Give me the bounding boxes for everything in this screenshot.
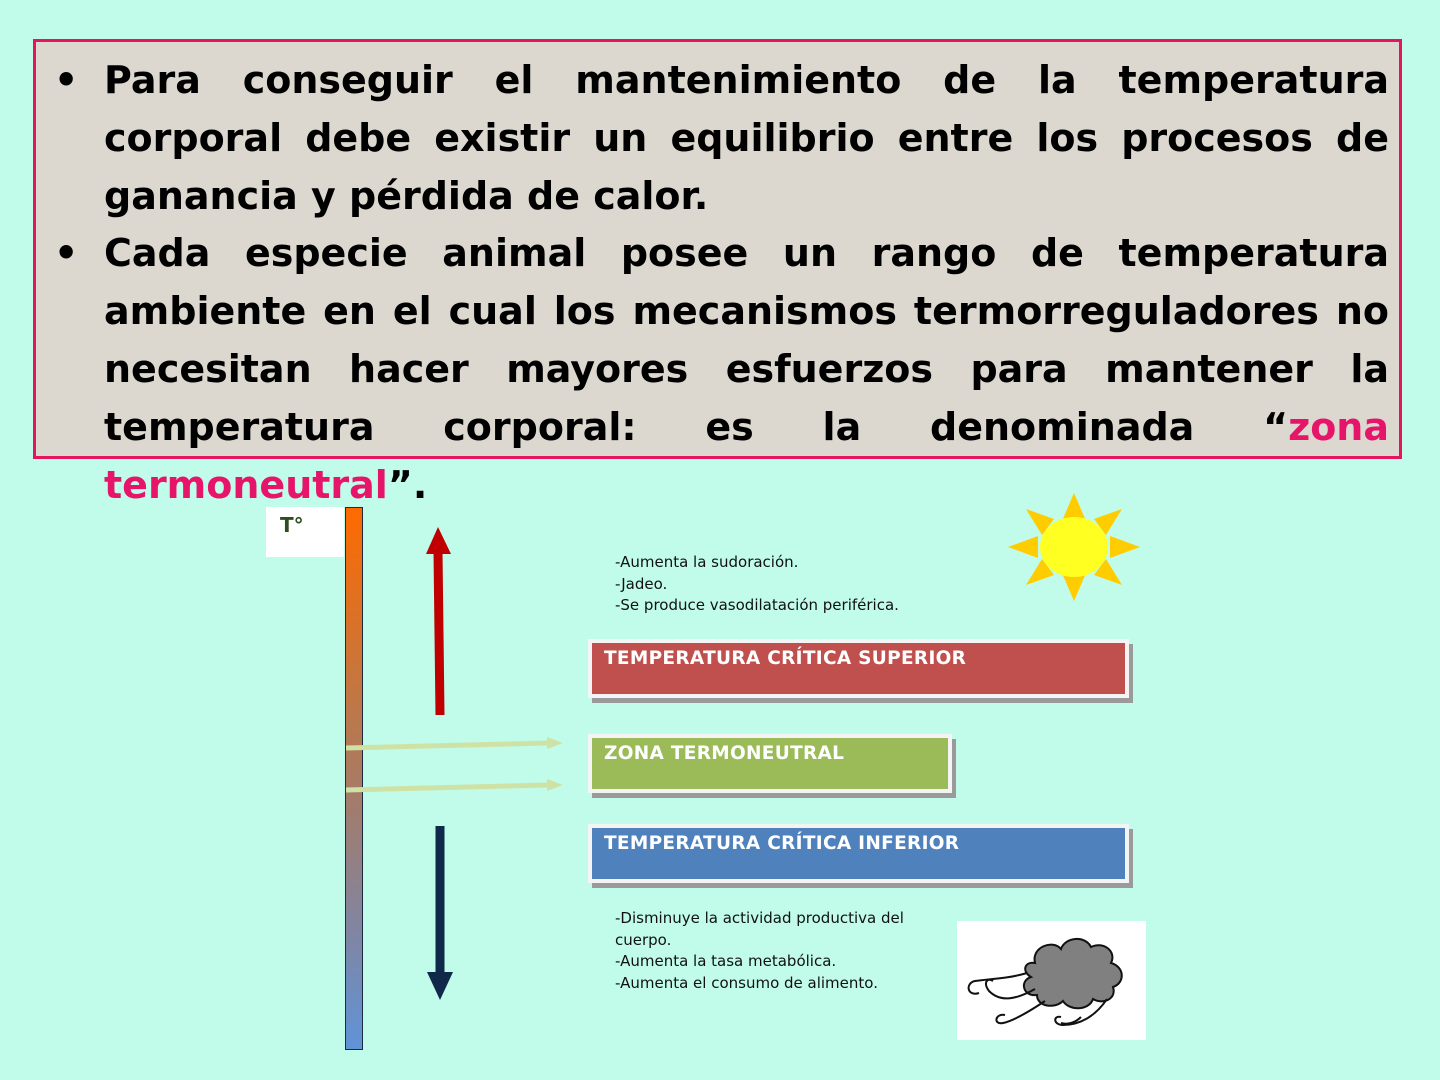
heat-note: -Aumenta la sudoración.: [615, 553, 799, 571]
lower-critical-temperature-box: TEMPERATURA CRÍTICA INFERIOR: [588, 824, 1129, 883]
heat-note: -Jadeo.: [615, 574, 668, 593]
cold-note: -Disminuye la actividad productiva del cuerpo.: [615, 909, 904, 949]
bullet-dot: •: [54, 231, 79, 275]
heat-response-notes: [615, 552, 935, 617]
cloud-wind-icon: [957, 921, 1146, 1040]
bullet-dot: •: [54, 58, 79, 102]
upper-critical-temperature-box: TEMPERATURA CRÍTICA SUPERIOR: [588, 639, 1129, 698]
bullet-text-end: ”.: [387, 463, 428, 507]
cold-note: -Aumenta el consumo de alimento.: [615, 974, 878, 993]
heat-note: -Se produce vasodilatación periférica.: [615, 596, 899, 615]
down-arrow-icon: [427, 826, 453, 1000]
highlight-zona-termoneutral: zona termoneutral: [104, 405, 1389, 507]
sun-icon: [1008, 493, 1140, 601]
cold-response-notes: [615, 908, 915, 995]
thermoneutral-zone-box: ZONA TERMONEUTRAL: [588, 734, 952, 793]
neutral-zone-upper-connector: [346, 737, 563, 749]
bullet-text-start: Cada especie animal posee un rango de temperatura ambiente en el cual los mecanismos termorreguladores no necesitan hacer mayores esfuerzos para mantener la temperatura corporal: es la denominada “: [104, 231, 1389, 449]
bullet-text: Para conseguir el mantenimiento de la temperatura corporal debe existir un equilibrio entre los procesos de ganancia y pérdida de calor.: [104, 58, 1389, 218]
cold-note: -Aumenta la tasa metabólica.: [615, 952, 837, 971]
temperature-label: T°: [266, 507, 344, 557]
up-arrow-icon: [426, 527, 451, 715]
neutral-zone-lower-connector: [346, 779, 563, 791]
